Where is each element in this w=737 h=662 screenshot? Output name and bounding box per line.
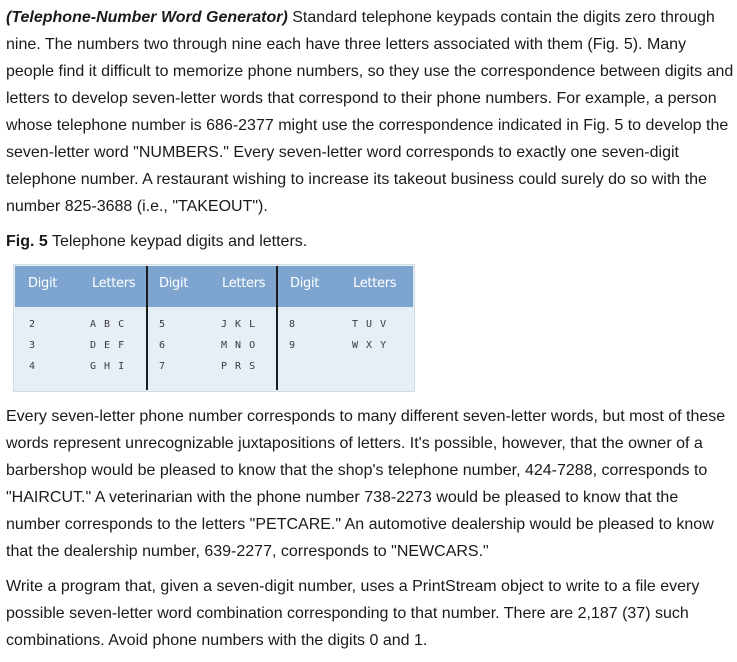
keypad-letters: D E F: [90, 340, 126, 351]
column-separator: [146, 266, 148, 390]
keypad-table: [13, 264, 415, 392]
problem-intro-paragraph: [6, 4, 734, 220]
body-paragraph-2: Every seven-letter phone number corresponds to many different seven-letter words, but most of these words represent unrecognizable juxtapositions of letters. It's possible, however, that the owner of a barbershop would be pleased to know that the shop's telephone number, 424-7288, corresponds to "HAIRCUT." A veterinarian with the phone number 738-2273 would be pleased to know that the number corresponds to the letters "PETCARE." An automotive dealership would be pleased to know that the dealership number, 639-2277, corresponds to "NEWCARS.": [6, 408, 726, 560]
keypad-digit: 6: [159, 340, 167, 351]
keypad-letters: T U V: [352, 319, 388, 330]
keypad-digit: 4: [29, 361, 37, 372]
figure-caption-text: Telephone keypad digits and letters.: [47, 233, 308, 250]
header-letters-2: Letters: [222, 276, 266, 291]
keypad-digit: 3: [29, 340, 37, 351]
header-digit-2: Digit: [159, 276, 189, 291]
keypad-digit: 8: [289, 319, 297, 330]
keypad-letters: M N O: [221, 340, 257, 351]
header-letters-1: Letters: [92, 276, 136, 291]
header-letters-3: Letters: [353, 276, 397, 291]
keypad-letters: J K L: [221, 319, 257, 330]
column-separator: [276, 266, 278, 390]
figure-label: Fig. 5: [6, 233, 48, 250]
figure-caption: [6, 228, 734, 255]
header-digit-1: Digit: [28, 276, 58, 291]
keypad-digit: 7: [159, 361, 167, 372]
problem-title: (Telephone-Number Word Generator): [6, 9, 288, 26]
keypad-digit: 9: [289, 340, 297, 351]
intro-text: Standard telephone keypads contain the digits zero through nine. The numbers two through nine each have three letters associated with them (Fig. 5). Many people find it difficult to memorize phone numbers, so they use the correspondence between digits and letters to develop seven-letter words that correspond to their phone numbers. For example, a person whose telephone number is 686-2377 might use the correspondence indicated in Fig. 5 to develop the seven-letter word "NUMBERS." Every seven-letter word corresponds to exactly one seven-digit telephone number. A restaurant wishing to increase its takeout business could surely do so with the number 825-3688 (i.e., "TAKEOUT").: [6, 9, 734, 215]
keypad-letters: A B C: [90, 319, 126, 330]
keypad-digit: 5: [159, 319, 167, 330]
keypad-letters: W X Y: [352, 340, 388, 351]
body-paragraph-3: Write a program that, given a seven-digit number, uses a PrintStream object to write to a file every possible seven-letter word combination corresponding to that number. There are 2,187 (37) such combinations. Avoid phone numbers with the digits 0 and 1.: [6, 578, 700, 649]
keypad-letters: G H I: [90, 361, 126, 372]
keypad-digit: 2: [29, 319, 37, 330]
keypad-letters: P R S: [221, 361, 257, 372]
header-digit-3: Digit: [290, 276, 320, 291]
